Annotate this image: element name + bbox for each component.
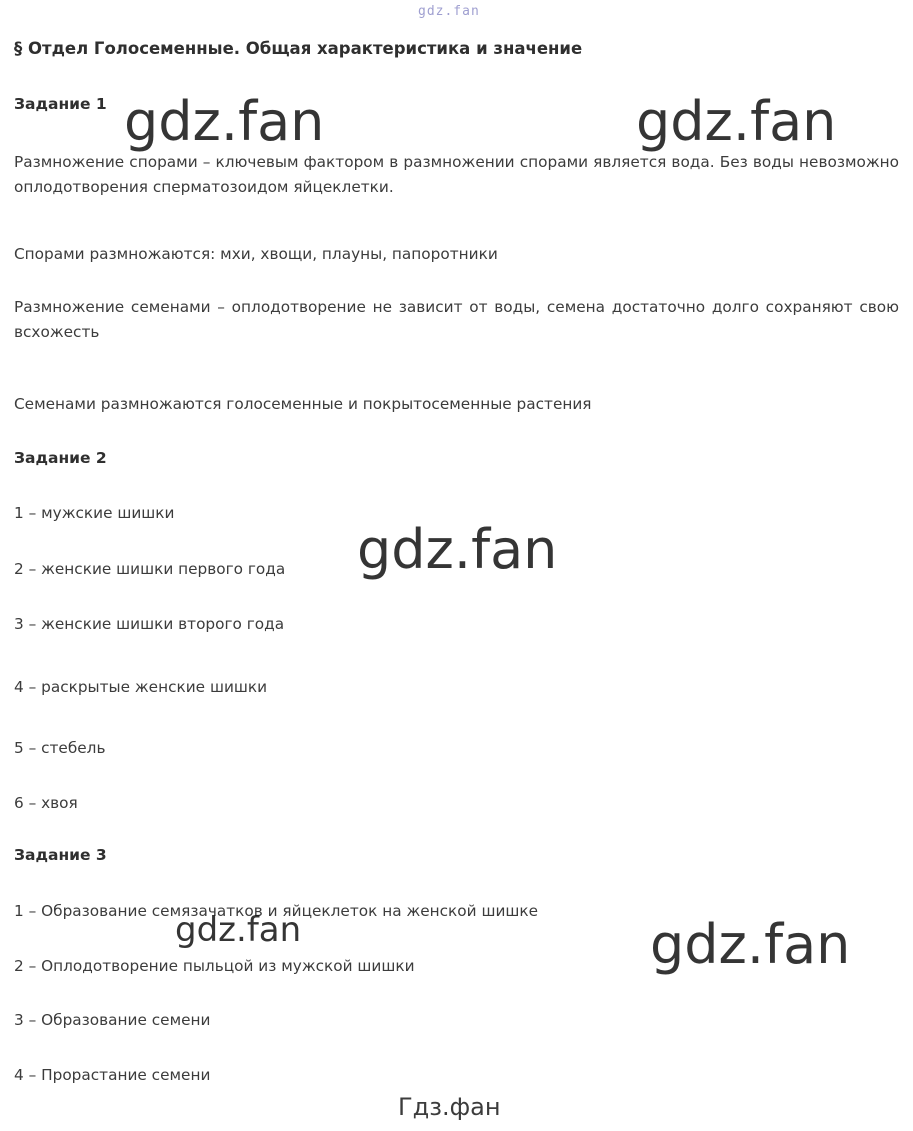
list-item: 4 – раскрытые женские шишки [14, 678, 268, 696]
task-1-paragraph-2: Спорами размножаются: мхи, хвощи, плауны, папоротники [14, 245, 498, 263]
task-1-heading: Задание 1 [14, 95, 107, 113]
watermark: gdz.fan [357, 518, 558, 581]
watermark-top-small: gdz.fan [418, 4, 480, 19]
task-1-paragraph-1: Размножение спорами – ключевым фактором в размножении спорами является вода. Без воды невозможно оплодотворения сперматозоидом яйцеклетки. [14, 153, 899, 196]
list-item: 1 – Образование семязачатков и яйцеклеток на женской шишке [14, 902, 539, 920]
page-title: § Отдел Голосеменные. Общая характеристика и значение [14, 39, 583, 58]
watermark: gdz.fan [124, 90, 325, 153]
watermark: gdz.fan [650, 913, 851, 976]
list-item: 3 – женские шишки второго года [14, 615, 285, 633]
watermark-bottom: Гдз.фан [398, 1093, 501, 1121]
list-item: 2 – Оплодотворение пыльцой из мужской шишки [14, 957, 415, 975]
task-1-paragraph-3: Размножение семенами – оплодотворение не зависит от воды, семена достаточно долго сохраняют свою всхожесть [14, 298, 899, 341]
list-item: 5 – стебель [14, 739, 106, 757]
task-3-heading: Задание 3 [14, 846, 107, 864]
list-item: 1 – мужские шишки [14, 504, 175, 522]
list-item: 2 – женские шишки первого года [14, 560, 286, 578]
watermark: gdz.fan [636, 90, 837, 153]
list-item: 4 – Прорастание семени [14, 1066, 211, 1084]
task-2-heading: Задание 2 [14, 449, 107, 467]
list-item: 3 – Образование семени [14, 1011, 211, 1029]
watermark: gdz.fan [175, 910, 302, 950]
list-item: 6 – хвоя [14, 794, 78, 812]
task-1-paragraph-4: Семенами размножаются голосеменные и покрытосеменные растения [14, 395, 592, 413]
